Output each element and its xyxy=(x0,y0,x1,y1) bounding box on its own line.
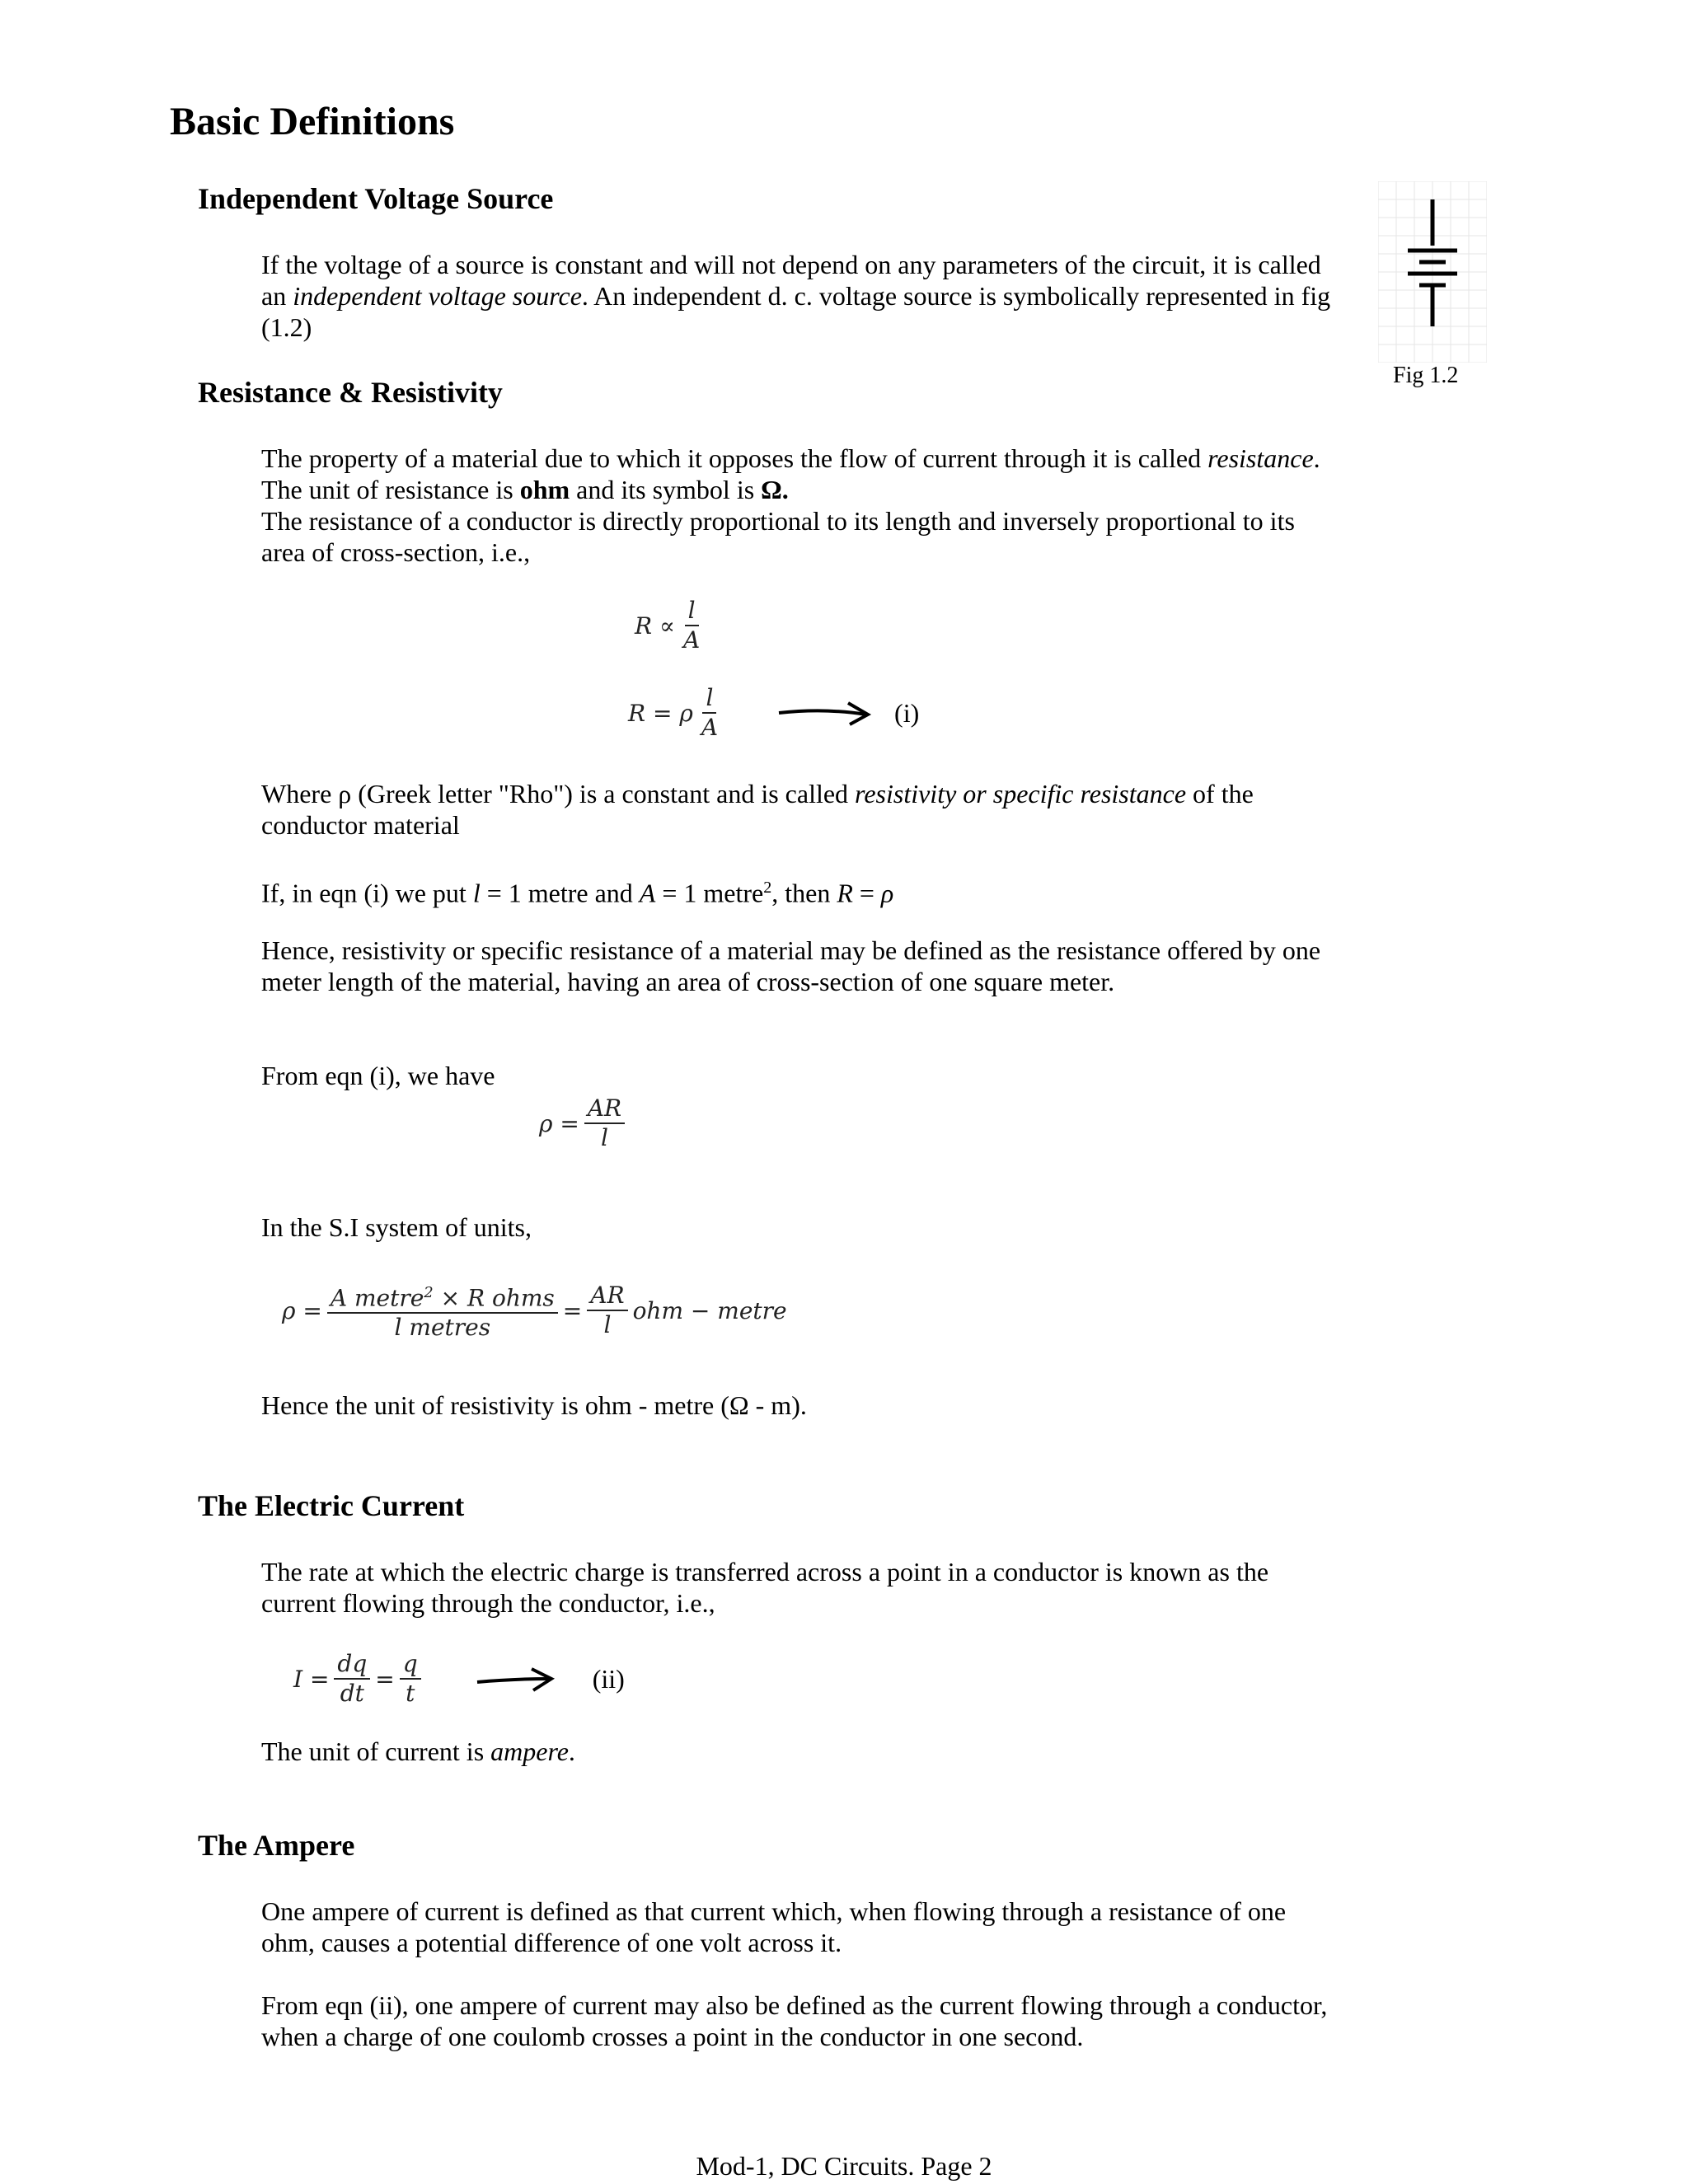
eq-lhs: R = ρ xyxy=(628,699,693,727)
text: = 1 metre and xyxy=(480,878,640,908)
paragraph-resistance-definition xyxy=(261,443,1333,568)
var-l: l xyxy=(472,878,481,908)
emphasis: independent voltage source xyxy=(293,281,582,311)
text: If, in eqn (i) we put xyxy=(261,878,473,908)
text: If the voltage of a source is constant and will not depend on any parameters of the circuit, it is called an xyxy=(261,250,1321,311)
numerator: dq xyxy=(334,1652,370,1680)
equation-label: (ii) xyxy=(592,1663,625,1694)
numerator: AR xyxy=(584,1096,625,1124)
denominator: A xyxy=(682,626,701,654)
paragraph-from-eqn-i xyxy=(261,1060,1333,1091)
text: The unit of current is xyxy=(261,1736,491,1766)
text: . xyxy=(568,1736,575,1766)
paragraph-where-rho xyxy=(261,778,1333,841)
text: , then xyxy=(771,878,837,908)
page-title: Basic Definitions xyxy=(170,100,455,143)
text: From eqn (i), we have xyxy=(261,1061,495,1090)
denominator: A xyxy=(701,714,719,741)
paragraph-current-definition xyxy=(261,1556,1333,1619)
eq-lhs: R ∝ xyxy=(635,612,675,640)
paragraph-ivs xyxy=(261,249,1333,343)
heading-resistance-resistivity: Resistance & Resistivity xyxy=(198,376,503,409)
strong: ohm xyxy=(519,475,570,504)
equation-ii xyxy=(293,1652,625,1706)
text: . An independent d. c. voltage source is symbolically represented in fig (1.2) xyxy=(261,281,1331,342)
text: and its symbol is xyxy=(570,475,762,504)
ohm-symbol: Ω. xyxy=(761,475,789,504)
paragraph-ampere-definition xyxy=(261,1896,1333,1958)
numerator: AR xyxy=(587,1283,627,1311)
arrow-right-icon xyxy=(776,696,874,729)
arrow-right-icon xyxy=(474,1662,556,1695)
page-footer: Mod-1, DC Circuits. Page 2 xyxy=(696,2151,992,2181)
var-A: A xyxy=(639,878,656,908)
fraction xyxy=(327,1281,558,1340)
fraction xyxy=(400,1652,421,1706)
eq-lhs: I = xyxy=(293,1665,330,1693)
text: × R ohms xyxy=(433,1284,555,1312)
equation-rho xyxy=(539,1096,630,1151)
heading-independent-voltage-source: Independent Voltage Source xyxy=(198,182,554,215)
equation-proportional xyxy=(635,598,708,653)
text: The rate at which the electric charge is transferred across a point in a conductor is known as the current flowing through the conductor, i.e., xyxy=(261,1557,1269,1618)
emphasis: resistivity or specific resistance xyxy=(855,779,1187,808)
paragraph-if-in-eqn xyxy=(261,872,1333,909)
equals: = xyxy=(375,1665,395,1693)
figure-caption: Fig 1.2 xyxy=(1393,363,1459,388)
superscript: 2 xyxy=(763,879,772,897)
paragraph-si-system xyxy=(261,1212,1333,1243)
numerator: q xyxy=(400,1652,421,1680)
text: Hence the unit of resistivity is ohm - metre (Ω - m). xyxy=(261,1390,807,1420)
heading-electric-current: The Electric Current xyxy=(198,1489,465,1522)
eq-lhs: ρ = xyxy=(539,1109,579,1137)
text: In the S.I system of units, xyxy=(261,1212,532,1242)
text: = 1 metre xyxy=(655,878,764,908)
fig-1-2 xyxy=(1378,181,1487,363)
denominator: l xyxy=(603,1311,612,1339)
var-R: R xyxy=(837,878,853,908)
text: The property of a material due to which it opposes the flow of current through it is called xyxy=(261,443,1208,473)
text: . The unit of resistance is xyxy=(261,443,1320,504)
fraction xyxy=(334,1652,370,1706)
text: From eqn (ii), one ampere of current may also be defined as the current flowing through a conductor, when a charge of one coulomb crosses a point in the conductor in one second. xyxy=(261,1990,1328,2051)
fraction xyxy=(584,1096,625,1151)
paragraph-proportional: The resistance of a conductor is directly proportional to its length and inversely proportional to its area of cross-section, i.e., xyxy=(261,506,1295,567)
paragraph-ampere-coulomb xyxy=(261,1990,1333,2052)
text: Where ρ (Greek letter "Rho") is a constant and is called xyxy=(261,779,856,808)
battery-symbol-icon xyxy=(1378,181,1487,363)
text: of the conductor material xyxy=(261,779,1254,840)
denominator: dt xyxy=(340,1680,364,1707)
denominator: l metres xyxy=(394,1314,491,1342)
text: = xyxy=(852,878,881,908)
equation-label: (i) xyxy=(894,697,920,728)
fraction xyxy=(587,1283,627,1338)
denominator: l xyxy=(601,1124,608,1151)
text: A metre xyxy=(330,1284,424,1312)
eq-lhs: ρ = xyxy=(282,1296,322,1324)
equals: = xyxy=(562,1296,583,1324)
emphasis: ampere xyxy=(490,1736,569,1766)
fraction xyxy=(680,598,703,653)
text: Hence, resistivity or specific resistance of a material may be defined as the resistance offered by one meter length of the material, having an area of cross-section of one square meter. xyxy=(261,935,1321,996)
emphasis: resistance xyxy=(1207,443,1314,473)
equation-i xyxy=(628,686,919,740)
fraction xyxy=(698,686,721,740)
paragraph-unit-current xyxy=(261,1736,1333,1767)
var-rho: ρ xyxy=(880,878,894,908)
numerator: l xyxy=(702,686,716,714)
superscript: 2 xyxy=(424,1284,434,1301)
numerator: l xyxy=(685,598,699,626)
numerator xyxy=(327,1281,558,1314)
heading-ampere: The Ampere xyxy=(198,1829,355,1862)
paragraph-hence-resistivity xyxy=(261,935,1333,997)
denominator: t xyxy=(406,1680,415,1707)
unit-text: ohm − metre xyxy=(632,1296,787,1324)
text: One ampere of current is defined as that current which, when flowing through a resistance of one ohm, causes a potential difference of one volt across it. xyxy=(261,1896,1287,1957)
paragraph-unit-resistivity xyxy=(261,1390,1333,1421)
equation-si-units xyxy=(282,1281,787,1340)
